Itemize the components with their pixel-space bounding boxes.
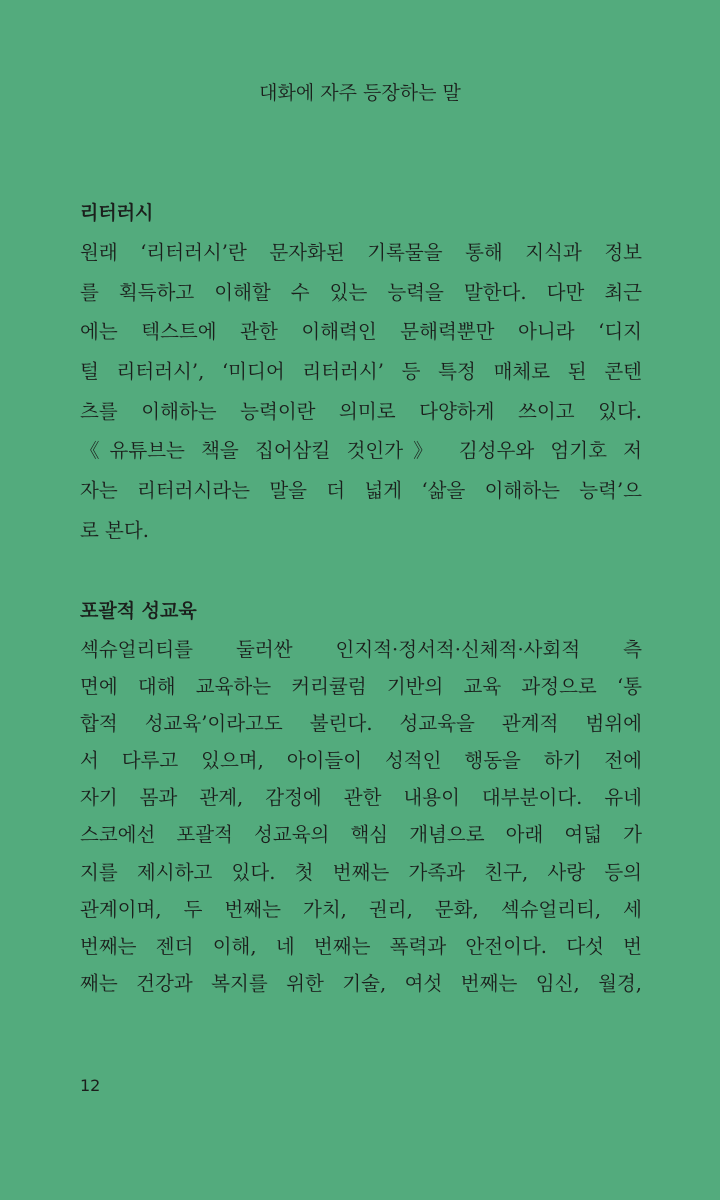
- body-line: 지를 제시하고 있다. 첫 번째는 가족과 친구, 사랑 등의: [80, 860, 642, 884]
- body-line: 스코에선 포괄적 성교육의 핵심 개념으로 아래 여덟 가: [80, 823, 642, 847]
- body-line: 로 본다.: [80, 518, 149, 542]
- body-line: 《유튜브는 책을 집어삼킬 것인가》 김성우와 엄기호 저: [80, 439, 642, 463]
- running-header: 대화에 자주 등장하는 말: [259, 82, 461, 104]
- entry-body: [80, 631, 642, 1002]
- body-line: 에는 텍스트에 관한 이해력인 문해력뿐만 아니라 ‘디지: [80, 320, 642, 344]
- entry-heading: 리터러시: [80, 202, 154, 224]
- body-line: 를 획득하고 이해할 수 있는 능력을 말한다. 다만 최근: [80, 280, 642, 304]
- body-line: 자기 몸과 관계, 감정에 관한 내용이 대부분이다. 유네: [80, 786, 642, 810]
- body-line: 째는 건강과 복지를 위한 기술, 여섯 번째는 임신, 월경,: [80, 971, 642, 995]
- body-line: 면에 대해 교육하는 커리큘럼 기반의 교육 과정으로 ‘통: [80, 675, 642, 699]
- body-line: 츠를 이해하는 능력이란 의미로 다양하게 쓰이고 있다.: [80, 399, 642, 423]
- body-line: 섹슈얼리티를 둘러싼 인지적·정서적·신체적·사회적 측: [80, 638, 642, 661]
- body-line: 털 리터러시’, ‘미디어 리터러시’ 등 특정 매체로 된 콘텐: [80, 360, 642, 384]
- body-line: 자는 리터러시라는 말을 더 넓게 ‘삶을 이해하는 능력’으: [80, 479, 642, 503]
- entry-body: [80, 233, 642, 551]
- glossary-entry-comprehensive-sex-education: [80, 591, 642, 1002]
- body-line: 서 다루고 있으며, 아이들이 성적인 행동을 하기 전에: [80, 749, 642, 773]
- entry-heading: 포괄적 성교육: [80, 600, 197, 622]
- body-line: 번째는 젠더 이해, 네 번째는 폭력과 안전이다. 다섯 번: [80, 934, 642, 958]
- body-line: 원래 ‘리터러시’란 문자화된 기록물을 통해 지식과 정보: [80, 241, 642, 264]
- body-line: 관계이며, 두 번째는 가치, 권리, 문화, 섹슈얼리티, 세: [80, 897, 642, 921]
- glossary-entry-literacy: [80, 193, 642, 551]
- page-number: 12: [80, 1076, 101, 1095]
- body-line: 합적 성교육’이라고도 불린다. 성교육을 관계적 범위에: [80, 712, 642, 736]
